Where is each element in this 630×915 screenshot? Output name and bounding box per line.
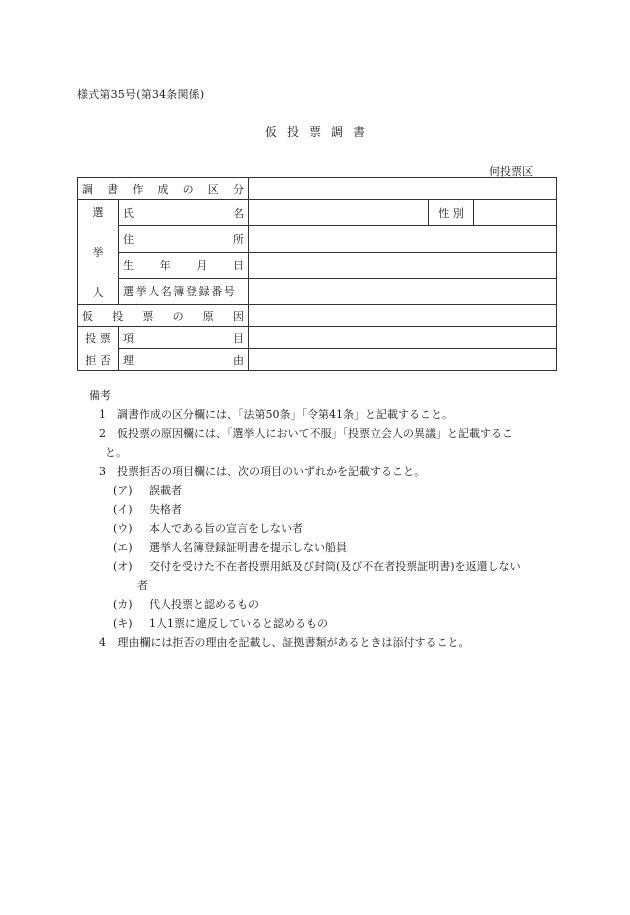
- label-address: [119, 226, 249, 252]
- note-text: 調書作成の区分欄には、「法第50条」「令第41条」と記載すること。: [117, 408, 453, 421]
- label-char: 生: [123, 259, 134, 273]
- label-register-number: 選挙人名簿登録番号: [119, 278, 249, 304]
- sub-item: [77, 595, 557, 614]
- label-char: 項: [123, 331, 134, 345]
- label-category: [78, 178, 249, 200]
- field-reason[interactable]: [249, 305, 557, 327]
- label-char: 区: [207, 182, 219, 196]
- label-char: 選: [92, 206, 104, 219]
- label-char: 月: [196, 259, 208, 273]
- row-address: [78, 226, 557, 252]
- label-rejection: [78, 327, 119, 371]
- field-gender[interactable]: [474, 200, 557, 226]
- label-char: 投: [112, 309, 124, 323]
- sub-item-text: 失格者: [149, 503, 182, 516]
- row-name: [78, 200, 557, 226]
- sub-item-label: (オ): [113, 560, 133, 573]
- label-char: の: [172, 309, 184, 323]
- label-char: 書: [107, 182, 119, 196]
- field-item[interactable]: [249, 327, 557, 349]
- label-ground: [119, 349, 249, 371]
- label-char: 票: [142, 309, 154, 323]
- sub-item: [77, 500, 557, 519]
- note-number: 3: [99, 465, 106, 478]
- label-char: 挙: [92, 246, 104, 259]
- label-birthdate: [119, 252, 249, 278]
- label-name: [119, 200, 249, 226]
- label-gender: [429, 200, 474, 226]
- sub-item: [77, 519, 557, 538]
- sub-item-label: (ウ): [113, 522, 133, 535]
- row-category: [78, 178, 557, 200]
- sub-item-continuation: 者: [137, 579, 148, 592]
- sub-item: [77, 557, 557, 576]
- field-ground[interactable]: [249, 349, 557, 371]
- row-reject-item: [78, 327, 557, 349]
- sub-item-label: (キ): [113, 617, 133, 630]
- label-rejection-line2: 拒 否: [85, 353, 111, 367]
- label-char: 性: [438, 206, 450, 220]
- sub-item-text: 1人1票に違反していると認めるもの: [149, 617, 328, 630]
- label-char: 原: [202, 309, 214, 323]
- label-char: 仮: [82, 309, 93, 323]
- label-char: 理: [123, 353, 134, 367]
- label-char: 調: [82, 182, 93, 196]
- note-2: [77, 424, 557, 443]
- sub-item: [77, 538, 557, 557]
- sub-item-label: (エ): [113, 541, 133, 554]
- row-reject-ground: [78, 349, 557, 371]
- label-char: 人: [92, 286, 104, 299]
- label-char: 氏: [123, 206, 134, 220]
- sub-item: [77, 614, 557, 633]
- sub-item-label: (イ): [113, 503, 133, 516]
- note-3: [77, 462, 557, 481]
- voting-district: 何投票区: [489, 165, 533, 178]
- sub-item-text: 本人である旨の宣言をしない者: [149, 522, 303, 535]
- sub-item-text: 交付を受けた不在者投票用紙及び封筒(及び不在者投票証明書)を返還しない: [149, 560, 521, 573]
- remarks-heading: 備考: [89, 389, 111, 402]
- provisional-vote-form: [77, 177, 557, 371]
- document-title: 仮投票調書: [264, 125, 375, 139]
- label-reason: [78, 305, 249, 327]
- form-number: 様式第35号(第34条関係): [77, 88, 205, 101]
- sub-item-label: (ア): [113, 484, 133, 497]
- label-char: 目: [233, 331, 244, 345]
- sub-item-label: (カ): [113, 598, 133, 611]
- label-elector: [78, 200, 119, 305]
- field-category[interactable]: [249, 178, 557, 200]
- note-text: 仮投票の原因欄には、「選挙人において不服」「投票立会人の異議」と記載するこ: [117, 427, 513, 440]
- note-2-continuation: と。: [105, 446, 127, 459]
- note-4: [77, 633, 557, 652]
- label-char: 別: [452, 206, 464, 220]
- sub-item: [77, 481, 557, 500]
- label-char: 日: [232, 259, 244, 273]
- field-address[interactable]: [249, 226, 557, 252]
- note-number: 1: [99, 408, 106, 421]
- row-reason: [78, 305, 557, 327]
- note-number: 4: [99, 636, 106, 649]
- sub-item-text: 代人投票と認めるもの: [149, 598, 259, 611]
- note-1: [77, 405, 557, 424]
- field-register-number[interactable]: [249, 278, 557, 304]
- label-char: 分: [232, 182, 244, 196]
- note-text: 投票拒否の項目欄には、次の項目のいずれかを記載すること。: [117, 465, 425, 478]
- label-char: の: [182, 182, 194, 196]
- remarks: [77, 386, 557, 652]
- note-number: 2: [99, 427, 106, 440]
- note-text: 理由欄には拒否の理由を記載し、証拠書類があるときは添付すること。: [117, 636, 470, 649]
- label-item: [119, 327, 249, 349]
- label-char: 由: [233, 353, 244, 367]
- label-rejection-line1: 投 票: [85, 331, 111, 345]
- label-char: 成: [157, 182, 169, 196]
- label-char: 名: [233, 206, 244, 220]
- row-register: [78, 278, 557, 304]
- label-char: 作: [132, 182, 144, 196]
- field-birthdate[interactable]: [249, 252, 557, 278]
- label-char: 年: [159, 259, 171, 273]
- label-char: 因: [232, 309, 244, 323]
- sub-item-text: 選挙人名簿登録証明書を提示しない船員: [149, 541, 347, 554]
- label-char: 所: [233, 232, 244, 246]
- row-birthdate: [78, 252, 557, 278]
- sub-item-text: 誤載者: [149, 484, 182, 497]
- field-name[interactable]: [249, 200, 429, 226]
- label-char: 住: [123, 232, 134, 246]
